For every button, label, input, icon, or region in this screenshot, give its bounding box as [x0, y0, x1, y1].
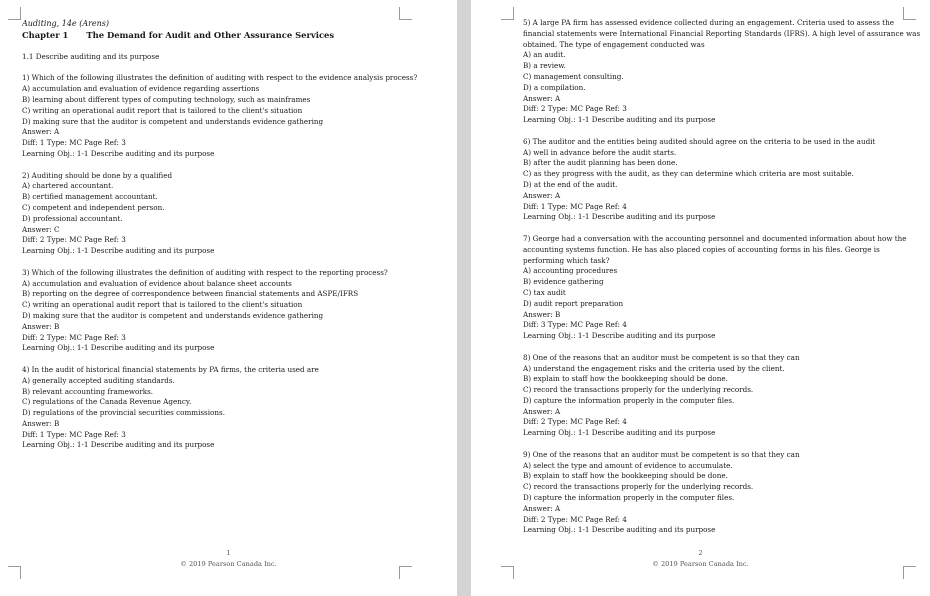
page-number: 2	[698, 549, 703, 557]
difficulty-line: Diff: 1 Type: MC Page Ref: 3	[22, 429, 126, 439]
option: A) generally accepted auditing standards.	[22, 375, 175, 385]
question-stem: 8) One of the reasons that an auditor must be competent is so that they can	[523, 352, 800, 362]
question-block	[523, 234, 923, 342]
question-block	[22, 171, 442, 257]
option: B) explain to staff how the bookkeeping should be done.	[523, 471, 728, 481]
answer-line: Answer: B	[22, 418, 60, 428]
option: A) understand the engagement risks and the criteria used by the client.	[523, 363, 785, 373]
option: B) evidence gathering	[523, 277, 604, 287]
difficulty-line: Diff: 2 Type: MC Page Ref: 3	[22, 235, 126, 245]
learning-objective-line: Learning Obj.: 1-1 Describe auditing and its purpose	[22, 246, 215, 256]
learning-objective-line: Learning Obj.: 1-1 Describe auditing and its purpose	[523, 212, 716, 222]
difficulty-line: Diff: 2 Type: MC Page Ref: 4	[523, 514, 627, 524]
option: D) making sure that the auditor is competent and understands evidence gathering	[22, 116, 324, 126]
option: D) regulations of the provincial securities commissions.	[22, 408, 225, 418]
answer-line: Answer: A	[523, 93, 561, 103]
difficulty-line: Diff: 3 Type: MC Page Ref: 4	[523, 320, 627, 330]
option: D) audit report preparation	[523, 298, 624, 308]
option: A) select the type and amount of evidence to accumulate.	[523, 460, 733, 470]
option: C) tax audit	[523, 287, 566, 297]
page-1-text	[22, 18, 442, 451]
option: D) at the end of the audit.	[523, 179, 618, 189]
answer-line: Answer: B	[22, 321, 60, 331]
question-block	[523, 137, 923, 223]
question-block	[22, 268, 442, 354]
question-stem: 4) In the audit of historical financial statements by PA firms, the criteria used are	[22, 364, 319, 374]
option: D) a compilation.	[523, 82, 586, 92]
document-page-2	[471, 0, 930, 596]
option: B) explain to staff how the bookkeeping should be done.	[523, 374, 728, 384]
document-page-1	[0, 0, 457, 596]
difficulty-line: Diff: 2 Type: MC Page Ref: 4	[523, 417, 627, 427]
question-stem: 1) Which of the following illustrates the definition of auditing with respect to the evidence analysis process?	[22, 73, 418, 83]
learning-objective-line: Learning Obj.: 1-1 Describe auditing and its purpose	[523, 428, 716, 438]
question-stem: 9) One of the reasons that an auditor must be competent is so that they can	[523, 449, 800, 459]
question-block	[22, 73, 442, 159]
option: C) as they progress with the audit, as they can determine which criteria are most suitable.	[523, 169, 854, 179]
question-stem: 7) George had a conversation with the accounting personnel and documented information about how the accounting systems function. He has also placed copies of accounting forms in his files. George is performing which task?	[523, 233, 907, 265]
option: A) well in advance before the audit starts.	[523, 147, 677, 157]
option: B) relevant accounting frameworks.	[22, 386, 154, 396]
section-heading: 1.1 Describe auditing and its purpose	[22, 51, 160, 61]
option: D) making sure that the auditor is competent and understands evidence gathering	[22, 310, 324, 320]
answer-line: Answer: C	[22, 224, 60, 234]
crop-mark-top-left	[501, 7, 514, 20]
option: A) an audit.	[523, 50, 566, 60]
page-2-text	[523, 18, 923, 536]
option: C) record the transactions properly for the underlying records.	[523, 385, 754, 395]
option: C) management consulting.	[523, 71, 624, 81]
page-number: 1	[226, 549, 231, 557]
option: A) accounting procedures	[523, 266, 618, 276]
learning-objective-line: Learning Obj.: 1-1 Describe auditing and its purpose	[22, 440, 215, 450]
chapter-label: Chapter 1	[22, 30, 69, 40]
option: C) regulations of the Canada Revenue Agency.	[22, 397, 192, 407]
learning-objective-line: Learning Obj.: 1-1 Describe auditing and its purpose	[22, 148, 215, 158]
option: C) writing an operational audit report that is tailored to the client's situation	[22, 300, 303, 310]
option: C) writing an operational audit report that is tailored to the client's situation	[22, 105, 303, 115]
question-stem: 2) Auditing should be done by a qualified	[22, 170, 173, 180]
learning-objective-line: Learning Obj.: 1-1 Describe auditing and its purpose	[22, 343, 215, 353]
difficulty-line: Diff: 1 Type: MC Page Ref: 3	[22, 138, 126, 148]
option: B) learning about different types of computing technology, such as mainframes	[22, 94, 311, 104]
learning-objective-line: Learning Obj.: 1-1 Describe auditing and its purpose	[523, 115, 716, 125]
option: C) record the transactions properly for the underlying records.	[523, 482, 754, 492]
answer-line: Answer: A	[523, 190, 561, 200]
question-block	[523, 450, 923, 536]
page-gutter	[457, 0, 471, 596]
difficulty-line: Diff: 1 Type: MC Page Ref: 4	[523, 201, 627, 211]
chapter-title: The Demand for Audit and Other Assurance Services	[86, 30, 335, 40]
answer-line: Answer: A	[523, 503, 561, 513]
question-stem: 5) A large PA firm has assessed evidence collected during an engagement. Criteria used to assess the financial statements were International Financial Reporting Standards (IFRS). A high level of assurance was obtained. The type of engagement conducted was	[523, 18, 921, 49]
book-title: Auditing, 14e (Arens)	[22, 19, 110, 28]
option: C) competent and independent person.	[22, 202, 165, 212]
difficulty-line: Diff: 2 Type: MC Page Ref: 3	[523, 104, 627, 114]
copyright-notice: © 2019 Pearson Canada Inc.	[180, 560, 277, 568]
option: B) after the audit planning has been done.	[523, 158, 678, 168]
option: D) capture the information properly in the computer files.	[523, 395, 735, 405]
question-block	[523, 353, 923, 439]
option: D) capture the information properly in the computer files.	[523, 493, 735, 503]
difficulty-line: Diff: 2 Type: MC Page Ref: 3	[22, 332, 126, 342]
option: D) professional accountant.	[22, 213, 123, 223]
question-stem: 6) The auditor and the entities being audited should agree on the criteria to be used in the audit	[523, 136, 876, 146]
learning-objective-line: Learning Obj.: 1-1 Describe auditing and its purpose	[523, 331, 716, 341]
question-stem: 3) Which of the following illustrates the definition of auditing with respect to the reporting process?	[22, 267, 388, 277]
copyright-notice: © 2019 Pearson Canada Inc.	[652, 560, 749, 568]
option: B) certified management accountant.	[22, 192, 158, 202]
learning-objective-line: Learning Obj.: 1-1 Describe auditing and its purpose	[523, 525, 716, 535]
crop-mark-top-left	[8, 7, 21, 20]
question-block	[22, 365, 442, 451]
option: A) chartered accountant.	[22, 181, 114, 191]
option: B) reporting on the degree of correspondence between financial statements and ASPE/IFRS	[22, 289, 359, 299]
option: A) accumulation and evaluation of evidence regarding assertions	[22, 84, 260, 94]
answer-line: Answer: B	[523, 309, 561, 319]
question-block	[523, 18, 923, 126]
answer-line: Answer: A	[523, 406, 561, 416]
chapter-heading	[22, 29, 442, 41]
option: A) accumulation and evaluation of evidence about balance sheet accounts	[22, 278, 292, 288]
answer-line: Answer: A	[22, 127, 60, 137]
option: B) a review.	[523, 61, 566, 71]
